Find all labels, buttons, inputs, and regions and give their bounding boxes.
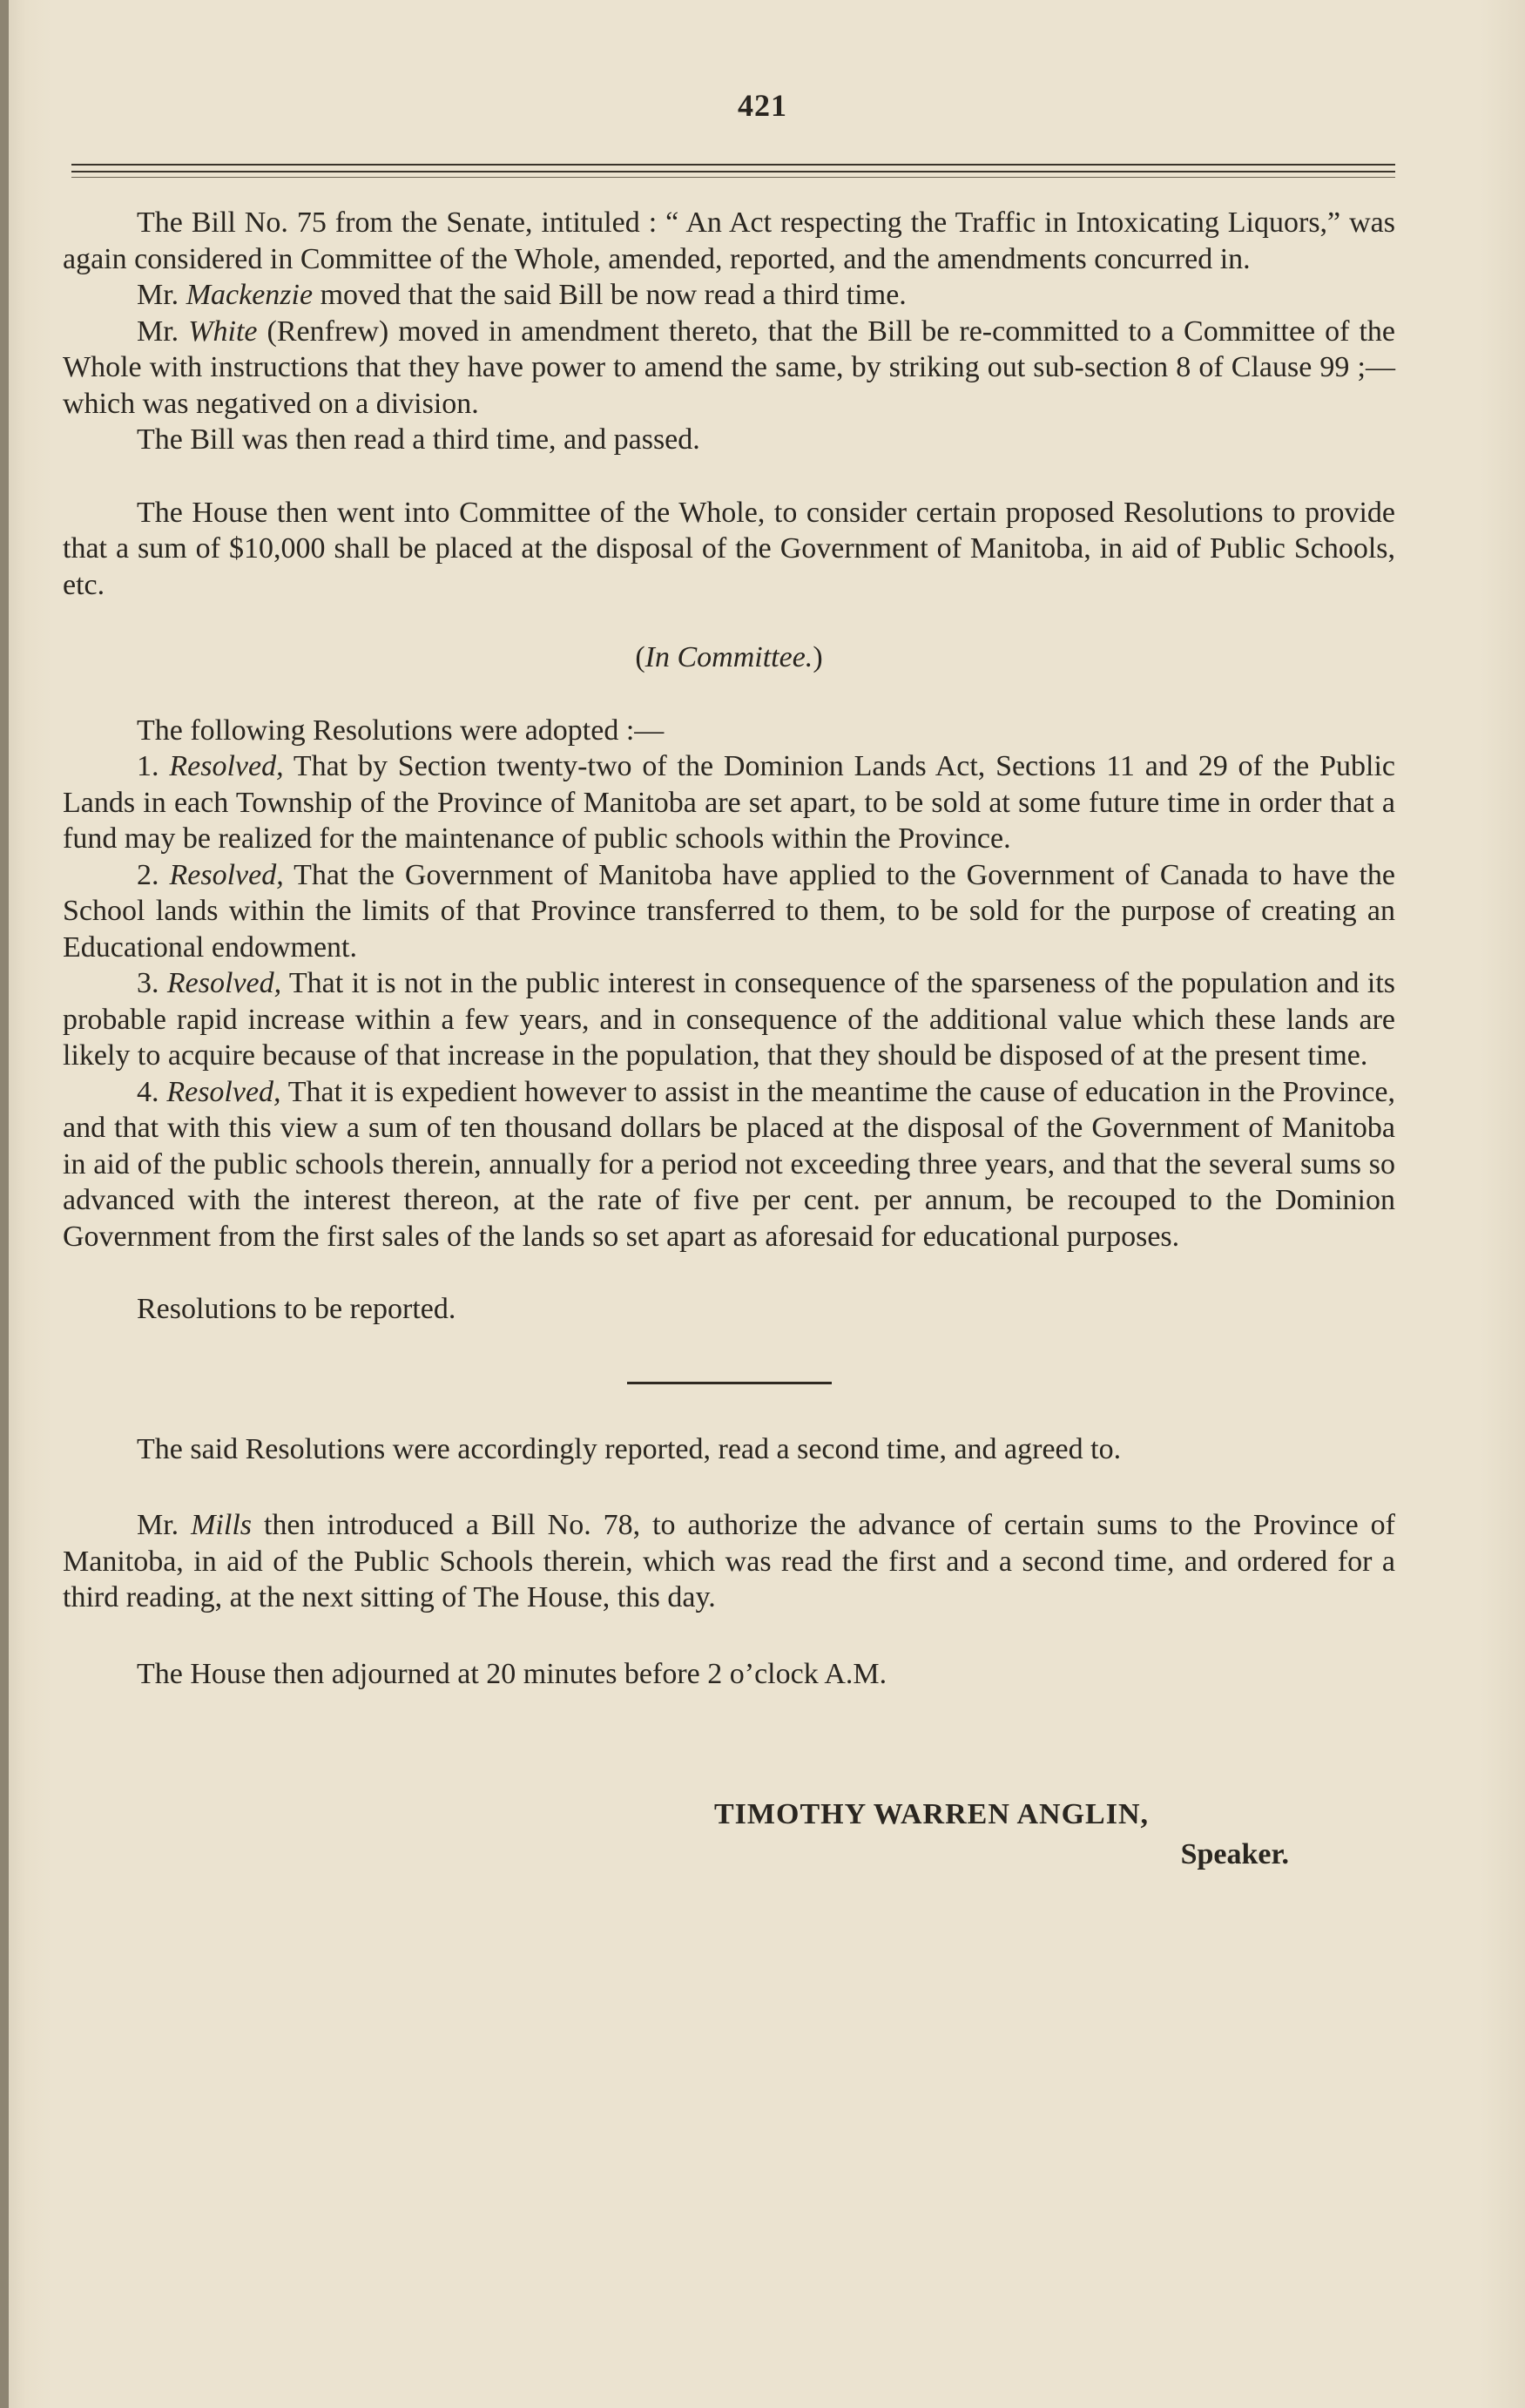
resolved-word: Resolved,: [169, 750, 284, 782]
paragraph-resolutions-reported: The said Resolutions were accordingly reported, read a second time, and agreed to.: [137, 1432, 1122, 1465]
header-rule: [71, 164, 1395, 166]
paragraph-adjournment: The House then adjourned at 20 minutes before 2 o’clock A.M.: [137, 1657, 887, 1690]
motion-text: moved that the said Bill be now read a third time.: [320, 279, 907, 311]
bill-text: then introduced a Bill No. 78, to authorize the advance of certain sums to the Province of Manitoba, in aid of the Public Schools therein, which was read the first and a second time, and ordered for a third reading, at the next sitting of The House, this day.: [63, 1509, 1395, 1613]
resolution-3: 3. Resolved, That it is not in the public interest in consequence of the sparseness of the population and its probable rapid increase within a few years, and in consequence of the additional value which these lands are likely to acquire because of that increase in the population, that they should be disposed of at the present time.: [63, 967, 1395, 1072]
document-body: [63, 205, 1395, 1872]
resolved-word: Resolved,: [169, 858, 284, 891]
page-number: 421: [738, 88, 787, 123]
paragraph-resolutions-adopted: The following Resolutions were adopted :—: [137, 714, 665, 747]
mr-prefix: Mr.: [137, 1509, 179, 1541]
header-rule: [71, 177, 1395, 178]
paragraph-mills-bill: [63, 1507, 1395, 1616]
resolution-4: 4. Resolved, That it is expedient however to assist in the meantime the cause of education in the Province, and that with this view a sum of ten thousand dollars be placed at the disposal of the Government of Manitoba in aid of the public schools therein, annually for a period not exceeding three years, and that the several sums so advanced with the interest thereon, at the rate of five per cent. per annum, be recouped to the Dominion Government from the first sales of the lands so set apart as aforesaid for educational purposes.: [63, 1075, 1396, 1253]
resolution-2: 2. Resolved, That the Government of Manitoba have applied to the Government of Canada to have the School lands within the limits of that Province transferred to them, to be sold for the purpose of creating an Educational endowment.: [63, 858, 1395, 964]
member-name: Mackenzie: [186, 279, 314, 311]
paragraph-white-amendment: [63, 314, 1395, 423]
paragraph-mackenzie-motion: [63, 277, 1395, 314]
binding-edge: [0, 0, 9, 2408]
paragraph-resolutions-to-be-reported: Resolutions to be reported.: [137, 1293, 456, 1325]
member-name: White: [188, 315, 258, 348]
resolution-1: 1. Resolved, That by Section twenty-two of the Dominion Lands Act, Sections 11 and 29 of the Public Lands in each Township of the Province of Manitoba are set apart, to be sold at some future time in order that a fund may be realized for the maintenance of public schools within the Province.: [63, 750, 1395, 855]
member-name: Mills: [191, 1509, 253, 1541]
mr-prefix: Mr.: [137, 279, 179, 311]
paragraph-committee-entry: The House then went into Committee of the Whole, to consider certain proposed Resolutions to provide that a sum of $10,000 shall be placed at the disposal of the Government of Manitoba, in aid of Public Schools, etc.: [63, 496, 1395, 601]
speaker-name: TIMOTHY WARREN ANGLIN,: [714, 1798, 1150, 1830]
header-rule: [71, 171, 1395, 172]
paragraph-third-reading: The Bill was then read a third time, and passed.: [137, 423, 700, 456]
speaker-title: Speaker.: [1180, 1837, 1289, 1870]
paragraph-bill-75: The Bill No. 75 from the Senate, intituled : “ An Act respecting the Traffic in Intoxicating Liquors,” was again considered in Committee of the Whole, amended, reported, and the amendments concurred in.: [63, 206, 1395, 275]
resolved-word: Resolved,: [166, 1075, 281, 1108]
amendment-text: (Renfrew) moved in amendment thereto, that the Bill be re-committed to a Committee of the Whole with instructions that they have power to amend the same, by striking out sub-section 8 of Clause 99 ;—which was negatived on a division.: [63, 315, 1396, 420]
section-divider: [627, 1382, 832, 1384]
resolved-word: Resolved,: [166, 967, 282, 999]
mr-prefix: Mr.: [137, 315, 179, 348]
committee-heading: (In Committee.): [635, 641, 823, 673]
